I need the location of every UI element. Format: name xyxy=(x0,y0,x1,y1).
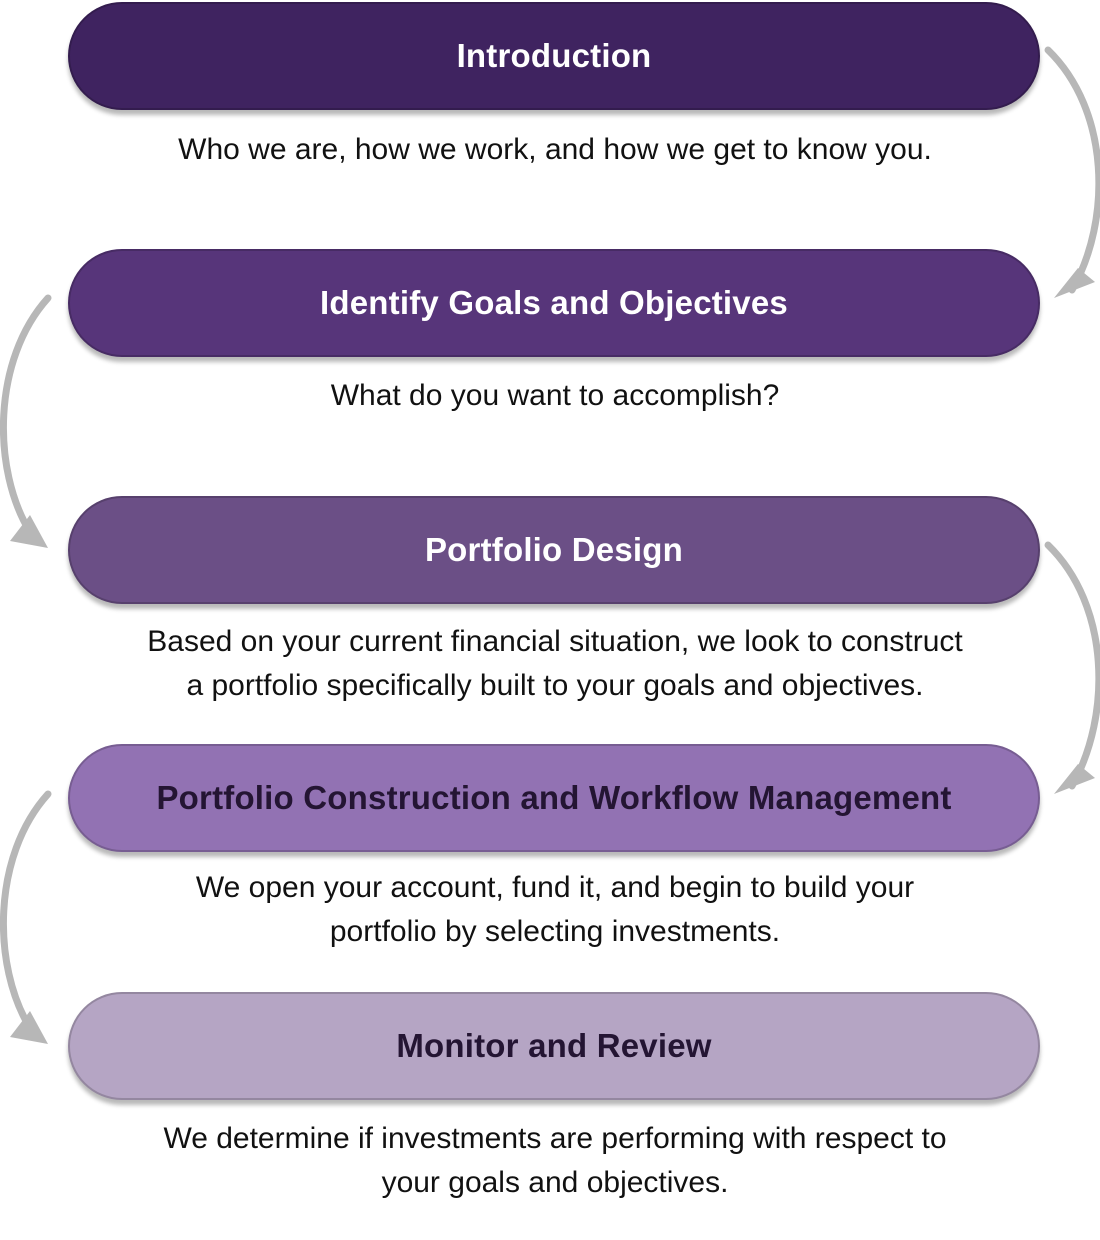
step-title: Monitor and Review xyxy=(396,1027,712,1064)
step-title: Portfolio Construction and Workflow Management xyxy=(156,779,952,816)
step-introduction xyxy=(68,2,1040,110)
step-title: Portfolio Design xyxy=(424,531,684,568)
step-portfolio-construction xyxy=(68,744,1040,852)
arrow-goals-to-design xyxy=(3,298,48,532)
step-description xyxy=(60,374,1050,418)
step-portfolio-design xyxy=(68,496,1040,604)
step-description-line: We open your account, fund it, and begin to build your xyxy=(195,871,915,904)
step-description-line: We determine if investments are performing with respect to xyxy=(163,1122,947,1155)
arrow-intro-to-goals xyxy=(1048,50,1099,290)
arrowhead-goals-to-design xyxy=(10,515,48,548)
step-description xyxy=(60,620,1050,708)
step-description xyxy=(60,1117,1050,1205)
arrow-design-to-construction xyxy=(1048,545,1099,786)
step-description-line: your goals and objectives. xyxy=(381,1166,729,1199)
arrow-construction-to-monitor xyxy=(3,794,48,1028)
step-description-line: portfolio by selecting investments. xyxy=(329,915,781,948)
step-description-line: What do you want to accomplish? xyxy=(330,379,780,412)
step-description xyxy=(60,866,1050,954)
arrowhead-design-to-construction xyxy=(1054,764,1095,794)
step-monitor-review xyxy=(68,992,1040,1100)
step-description-line: Who we are, how we work, and how we get to know you. xyxy=(178,133,932,166)
arrowhead-intro-to-goals xyxy=(1054,268,1095,298)
step-identify-goals xyxy=(68,249,1040,357)
step-description xyxy=(60,128,1050,172)
step-title: Identify Goals and Objectives xyxy=(320,284,788,321)
step-title: Introduction xyxy=(456,37,652,74)
step-description-line: Based on your current financial situation, we look to construct xyxy=(147,625,963,658)
arrowhead-construction-to-monitor xyxy=(10,1011,48,1044)
step-description-line: a portfolio specifically built to your goals and objectives. xyxy=(186,669,924,702)
